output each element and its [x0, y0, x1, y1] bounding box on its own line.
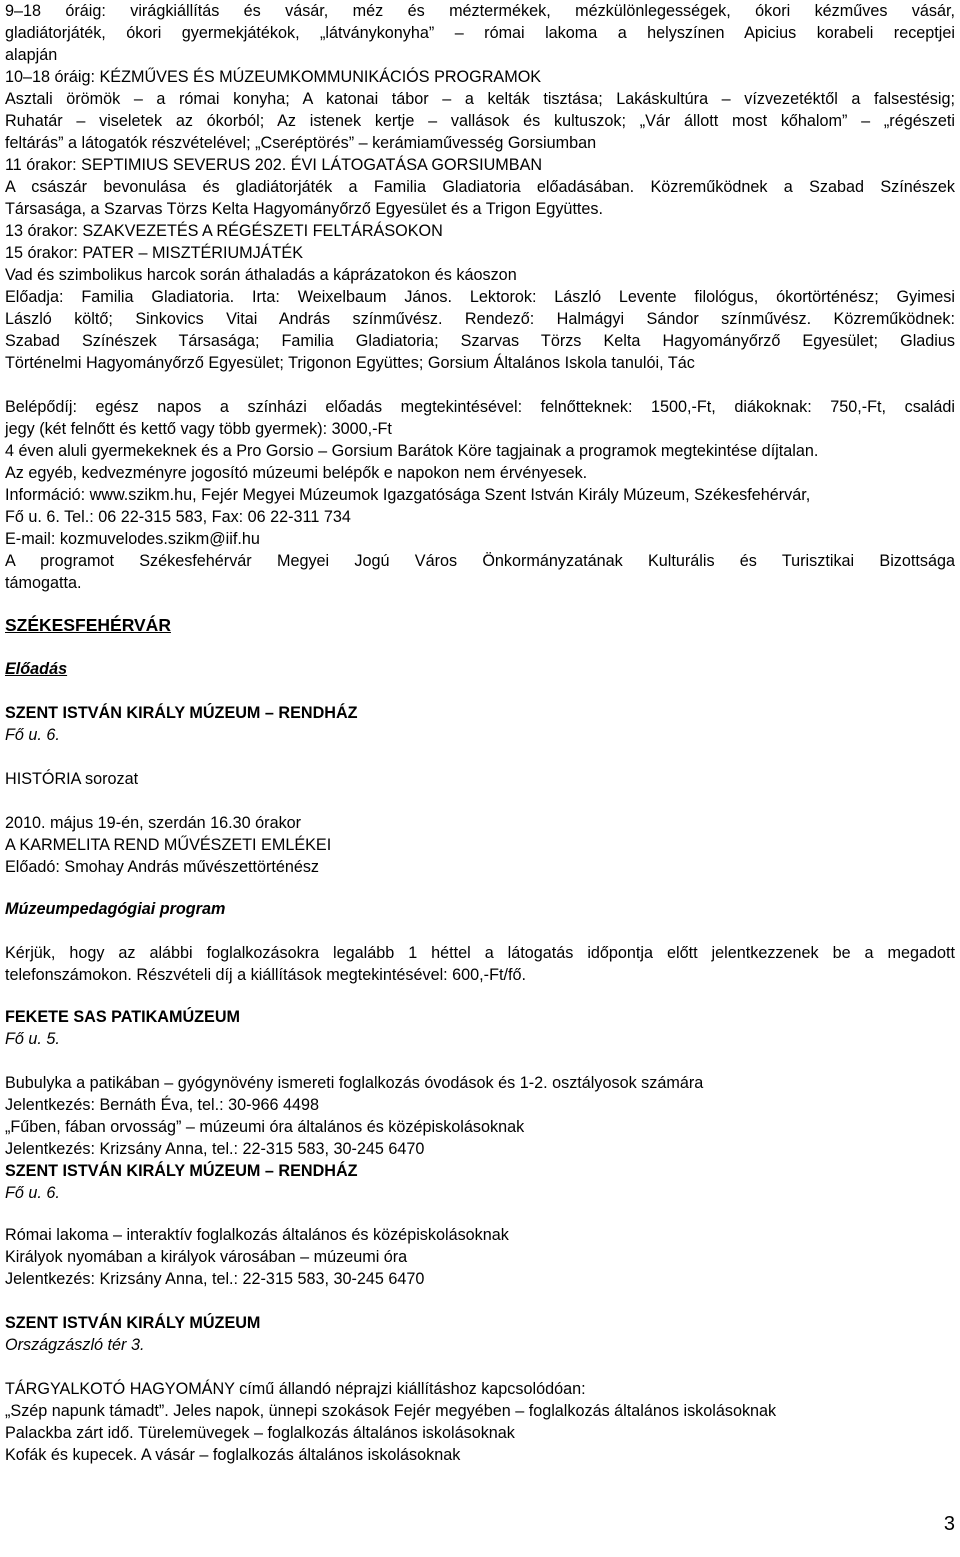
- text-line: Belépődíj: egész napos a színházi előadás megtekintésével: felnőtteknek: 1500,-Ft, diákoknak: 750,-Ft, családi: [5, 398, 955, 416]
- text-line: 10–18 óráig: KÉZMŰVES ÉS MÚZEUMKOMMUNIKÁCIÓS PROGRAMOK: [5, 68, 542, 86]
- text-line: Jelentkezés: Krizsány Anna, tel.: 22-315 583, 30-245 6470: [5, 1140, 425, 1158]
- text-line: támogatta.: [5, 574, 82, 592]
- text-line: Bubulyka a patikában – gyógynövény ismereti foglalkozás óvodások és 1-2. osztályosok számára: [5, 1074, 704, 1092]
- text-line: SZÉKESFEHÉRVÁR: [5, 615, 171, 635]
- text-line: Palackba zárt idő. Türelemüvegek – foglalkozás általános iskolásoknak: [5, 1424, 515, 1442]
- text-line: HISTÓRIA sorozat: [5, 770, 139, 788]
- text-line: Asztali örömök – a római konyha; A katonai tábor – a kelták tisztása; Lakáskultúra – vízvezetéktől a falsestésig;: [5, 90, 955, 108]
- text-line: Királyok nyomában a királyok városában – múzeumi óra: [5, 1248, 408, 1266]
- page-number: 3: [943, 1513, 955, 1535]
- text-line: Előadó: Smohay András művészettörténész: [5, 858, 320, 876]
- text-line: Szabad Színészek Társasága; Familia Gladiatoria; Szarvas Törzs Kelta Hagyományőrző Egyesület; Gladius: [5, 332, 955, 350]
- text-line: E-mail: kozmuvelodes.szikm@iif.hu: [5, 530, 260, 548]
- text-line: Vad és szimbolikus harcok során áthaladás a káprázatokon és káoszon: [5, 266, 517, 284]
- text-line: „Fűben, fában orvosság” – múzeumi óra általános és középiskolásoknak: [5, 1118, 525, 1136]
- text-line: A KARMELITA REND MŰVÉSZETI EMLÉKEI: [5, 836, 332, 854]
- text-line: Fő u. 5.: [5, 1030, 60, 1048]
- text-line: 4 éven aluli gyermekeknek és a Pro Gorsio – Gorsium Barátok Köre tagjainak a programok megtekintése díjtalan.: [5, 442, 819, 460]
- text-line: feltárás” a látogatók részvételével; „Cseréptörés” – kerámiaművesség Gorsiumban: [5, 134, 597, 152]
- text-line: Fő u. 6.: [5, 1184, 60, 1202]
- text-line: A császár bevonulása és gladiátorjáték a Familia Gladiatoria előadásában. Közreműködnek a Szabad Színészek: [5, 178, 955, 196]
- text-line: gladiátorjáték, ókori gyermekjátékok, „látványkonyha” – római lakoma a helyszínen Apicius korabeli receptjei: [5, 24, 955, 42]
- text-line: Az egyéb, kedvezményre jogosító múzeumi belépők e napokon nem érvényesek.: [5, 464, 588, 482]
- text-line: Társasága, a Szarvas Törzs Kelta Hagyományőrző Egyesület és a Trigon Együttes.: [5, 200, 604, 218]
- text-line: TÁRGYALKOTÓ HAGYOMÁNY című állandó néprajzi kiállításhoz kapcsolódóan:: [5, 1380, 586, 1398]
- text-line: Fő u. 6. Tel.: 06 22-315 583, Fax: 06 22-311 734: [5, 508, 351, 526]
- text-line: Előadás: [5, 660, 68, 678]
- text-line: telefonszámokon. Részvételi díj a kiállítások megtekintésével: 600,-Ft/fő.: [5, 966, 526, 984]
- text-line: László költő; Sinkovics Vitai András színművész. Rendező: Halmágyi Sándor színművész. Közreműködnek:: [5, 310, 955, 328]
- text-line: Ruhatár – viseletek az ókorból; Az istenek kertje – vallások és kultuszok; „Vár állott most kőhalom” – „régészeti: [5, 112, 955, 130]
- text-line: 11 órakor: SEPTIMIUS SEVERUS 202. ÉVI LÁTOGATÁSA GORSIUMBAN: [5, 156, 543, 174]
- text-line: 15 órakor: PATER – MISZTÉRIUMJÁTÉK: [5, 244, 304, 262]
- text-line: „Szép napunk támadt”. Jeles napok, ünnepi szokások Fejér megyében – foglalkozás általános iskolásoknak: [5, 1402, 777, 1420]
- text-line: Kérjük, hogy az alábbi foglalkozásokra legalább 1 héttel a látogatás időpontja előtt jelentkezzenek be a megadott: [5, 944, 955, 962]
- text-line: Fő u. 6.: [5, 726, 60, 744]
- text-line: Információ: www.szikm.hu, Fejér Megyei Múzeumok Igazgatósága Szent István Király Múzeum, Székesfehérvár,: [5, 486, 811, 504]
- text-line: alapján: [5, 46, 58, 64]
- text-line: Előadja: Familia Gladiatoria. Irta: Weixelbaum János. Lektorok: László Levente filológus, ókortörténész; Gyimesi: [5, 288, 955, 306]
- text-line: Jelentkezés: Krizsány Anna, tel.: 22-315 583, 30-245 6470: [5, 1270, 425, 1288]
- text-line: Történelmi Hagyományőrző Egyesület; Trigonon Együttes; Gorsium Általános Iskola tanulói, Tác: [5, 354, 695, 372]
- text-line: Kofák és kupecek. A vásár – foglalkozás általános iskolásoknak: [5, 1446, 461, 1464]
- text-line: Jelentkezés: Bernáth Éva, tel.: 30-966 4498: [5, 1096, 320, 1114]
- text-line: 2010. május 19-én, szerdán 16.30 órakor: [5, 814, 302, 832]
- text-line: Múzeumpedagógiai program: [5, 900, 226, 918]
- text-line: Országzászló tér 3.: [5, 1336, 145, 1354]
- text-line: FEKETE SAS PATIKAMÚZEUM: [5, 1008, 241, 1026]
- text-line: Római lakoma – interaktív foglalkozás általános és középiskolásoknak: [5, 1226, 509, 1244]
- text-line: A programot Székesfehérvár Megyei Jogú Város Önkormányzatának Kulturális és Turisztikai Bizottsága: [5, 552, 955, 570]
- text-line: jegy (két felnőtt és kettő vagy több gyermek): 3000,-Ft: [5, 420, 392, 438]
- text-line: SZENT ISTVÁN KIRÁLY MÚZEUM – RENDHÁZ: [5, 1162, 358, 1180]
- text-line: SZENT ISTVÁN KIRÁLY MÚZEUM – RENDHÁZ: [5, 704, 358, 722]
- text-line: 13 órakor: SZAKVEZETÉS A RÉGÉSZETI FELTÁRÁSOKON: [5, 222, 443, 240]
- text-line: SZENT ISTVÁN KIRÁLY MÚZEUM: [5, 1314, 261, 1332]
- text-line: 9–18 óráig: virágkiállítás és vásár, méz és méztermékek, mézkülönlegességek, ókori kézműves vásár,: [5, 2, 955, 20]
